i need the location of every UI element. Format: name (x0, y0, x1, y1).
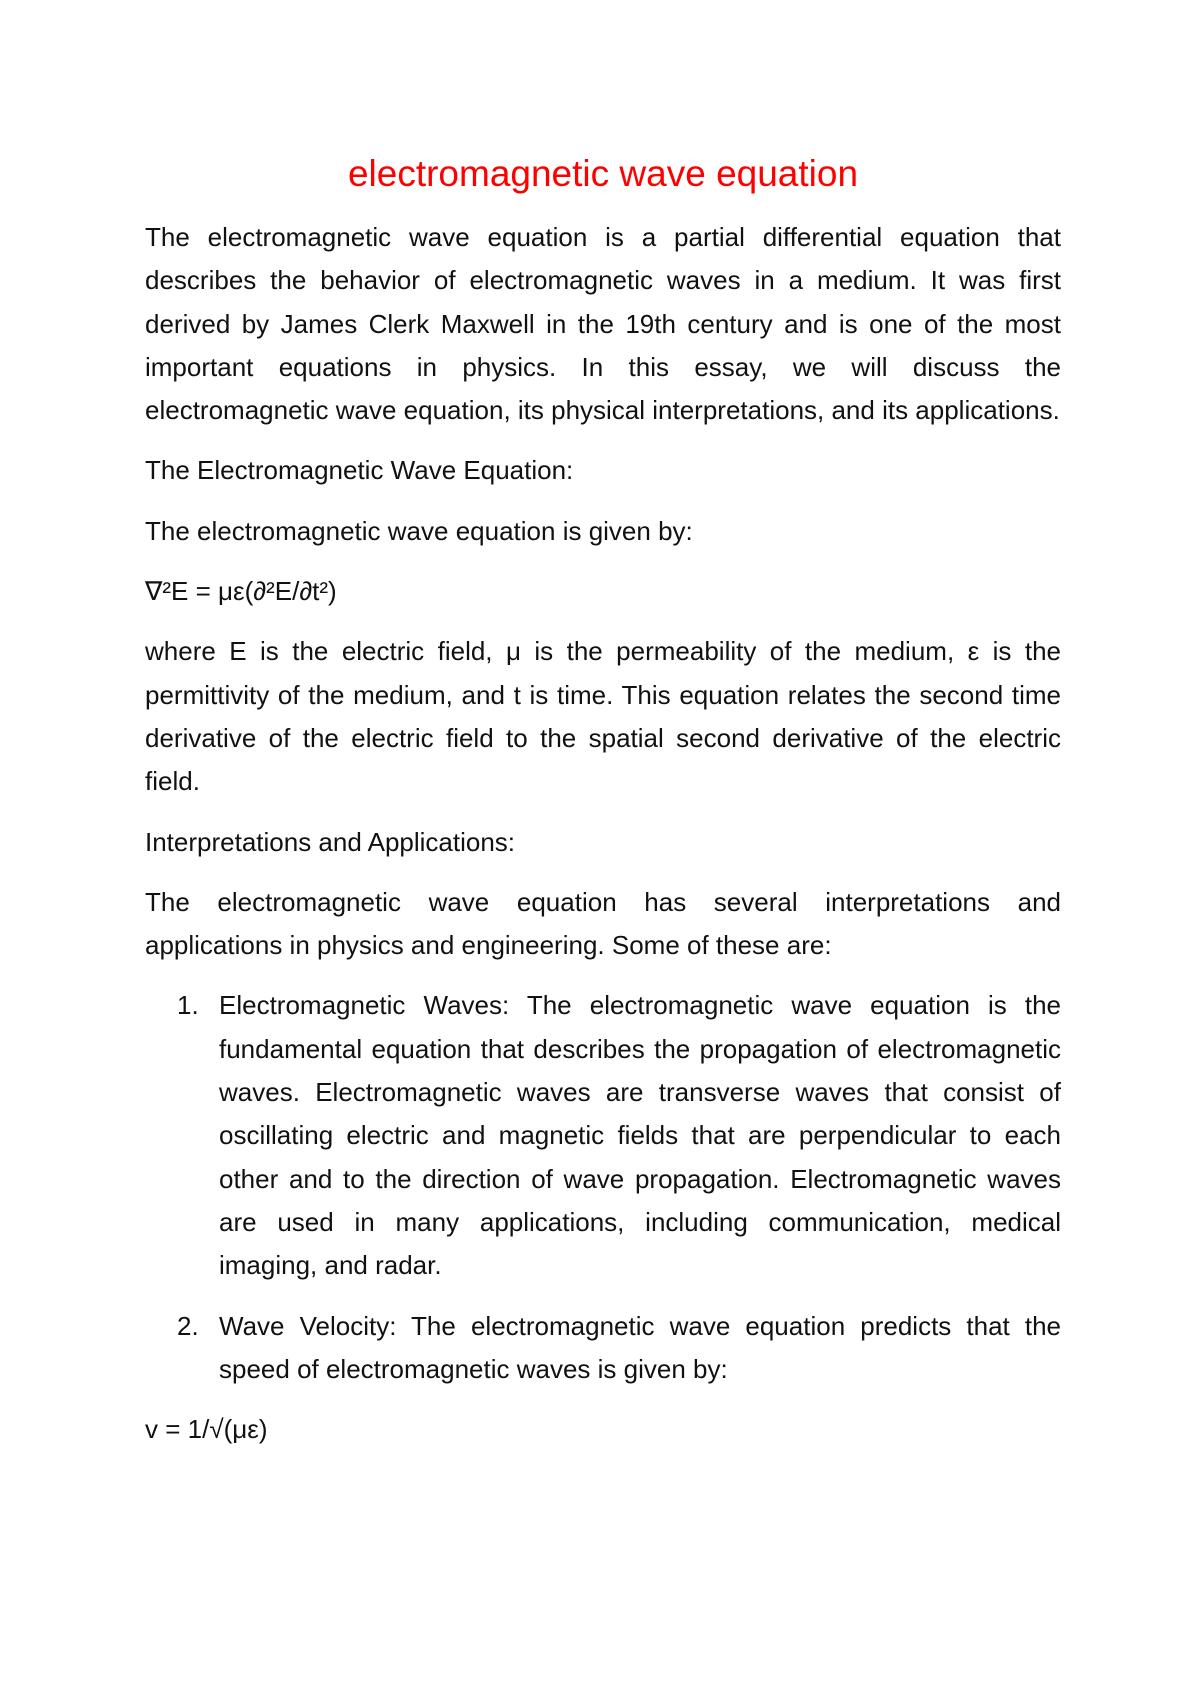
section-heading-interpretations: Interpretations and Applications: (145, 826, 516, 857)
list-item-number: 2. (177, 1310, 199, 1341)
equation-lead-text: The electromagnetic wave equation is given by: (145, 515, 693, 546)
list-item (145, 984, 1061, 1287)
list-item-number: 1. (177, 990, 199, 1021)
equation-explanation-paragraph: where E is the electric field, μ is the permeability of the medium, ε is the permittivity of the medium, and t is time. This equation relates the second time derivative of the electric field to the spatial second derivative of the electric field. (145, 636, 1061, 797)
intro-paragraph: The electromagnetic wave equation is a partial differential equation that describes the behavior of electromagnetic waves in a medium. It was first derived by James Clerk Maxwell in the 19th century and is one of the most important equations in physics. In this essay, we will discuss the electromagnetic wave equation, its physical interpretations, and its applications. (145, 222, 1061, 426)
wave-equation: ∇²E = με(∂²E/∂t²) (145, 576, 337, 607)
document-body (145, 150, 1061, 1451)
numbered-list (145, 984, 1061, 1391)
velocity-equation: v = 1/√(με) (145, 1414, 268, 1445)
interpretations-lead-paragraph: The electromagnetic wave equation has several interpretations and applications in physics and engineering. Some of these are: (145, 886, 1061, 961)
list-item (145, 1305, 1061, 1392)
list-item-text: Wave Velocity: The electromagnetic wave equation predicts that the speed of electromagnetic waves is given by: (219, 1310, 1061, 1384)
section-heading-wave-equation: The Electromagnetic Wave Equation: (145, 455, 574, 486)
list-item-text: Electromagnetic Waves: The electromagnetic wave equation is the fundamental equation that describes the propagation of electromagnetic waves. Electromagnetic waves are transverse waves that consist of oscillating electric and magnetic fields that are perpendicular to each other and to the direction of wave propagation. Electromagnetic waves are used in many applications, including communication, medical imaging, and radar. (219, 990, 1061, 1281)
document-title: electromagnetic wave equation (347, 153, 859, 194)
